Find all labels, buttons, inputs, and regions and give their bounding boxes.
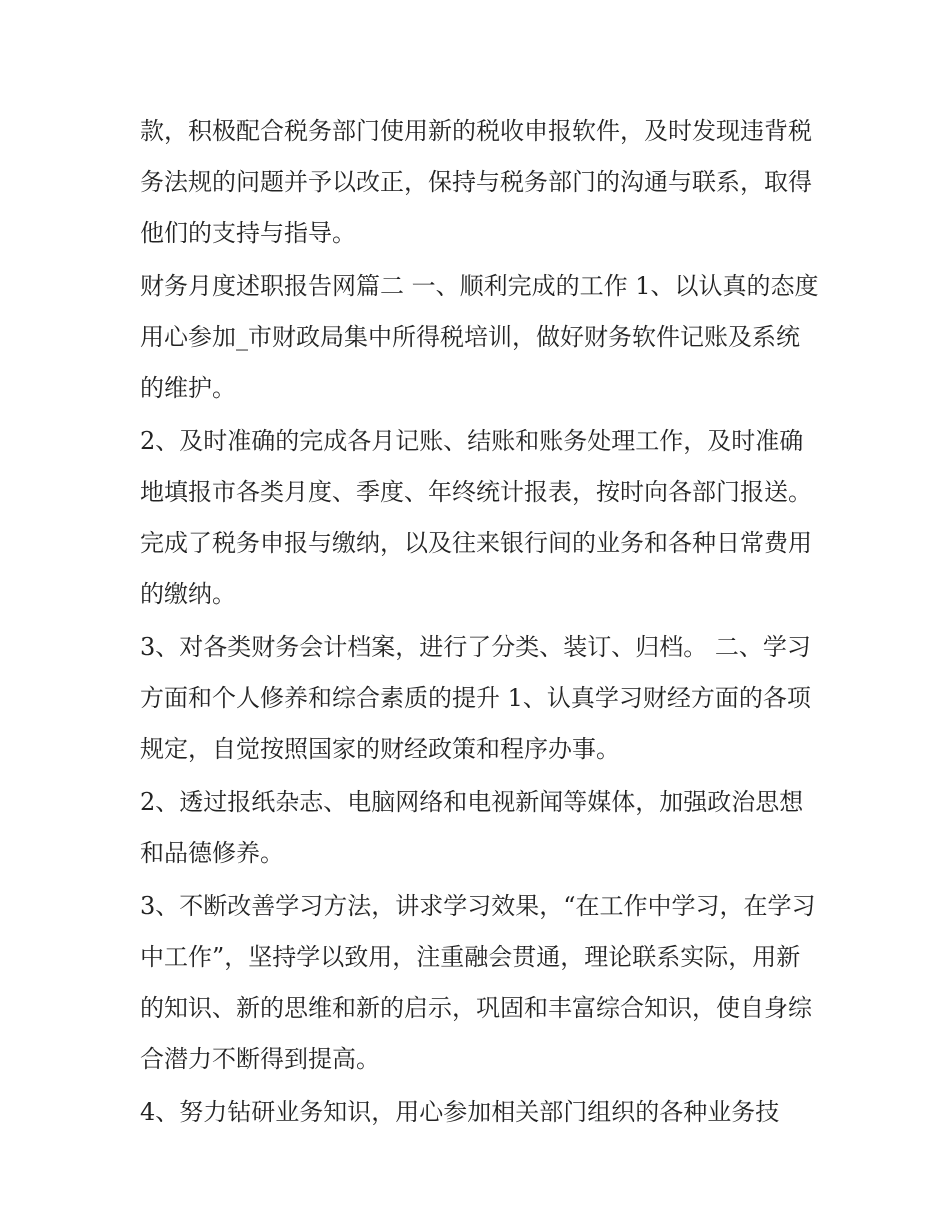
paragraph-media-learning: 2、透过报纸杂志、电脑网络和电视新闻等媒体，加强政治思想和品德修养。 — [140, 788, 804, 867]
paragraph-report-part-two: 财务月度述职报告网篇二 一、顺利完成的工作 1、以认真的态度用心参加_市财政局集中所得税培训，做好财务软件记账及系统的维护。 — [140, 272, 819, 402]
paragraph-business-knowledge: 4、努力钻研业务知识，用心参加相关部门组织的各种业务技 — [140, 1098, 780, 1126]
paragraph-tax-cooperation: 款，积极配合税务部门使用新的税收申报软件，及时发现违背税务法规的问题并予以改正，保持与税务部门的沟通与联系，取得他们的支持与指导。 — [140, 117, 812, 247]
paragraph-archives-and-study: 3、对各类财务会计档案，进行了分类、装订、归档。 二、学习方面和个人修养和综合素质的提升 1、认真学习财经方面的各项规定，自觉按照国家的财经政策和程序办事。 — [140, 633, 811, 763]
paragraph-bookkeeping: 2、及时准确的完成各月记账、结账和账务处理工作，及时准确地填报市各类月度、季度、年终统计报表，按时向各部门报送。完成了税务申报与缴纳，以及往来银行间的业务和各种日常费用的缴纳。 — [140, 427, 812, 608]
document-body — [140, 106, 820, 1140]
paragraph-study-methods: 3、不断改善学习方法，讲求学习效果，“在工作中学习，在学习中工作”，坚持学以致用，注重融会贯通，理论联系实际，用新的知识、新的思维和新的启示，巩固和丰富综合知识，使自身综合潜力不断得到提高。 — [140, 892, 816, 1073]
